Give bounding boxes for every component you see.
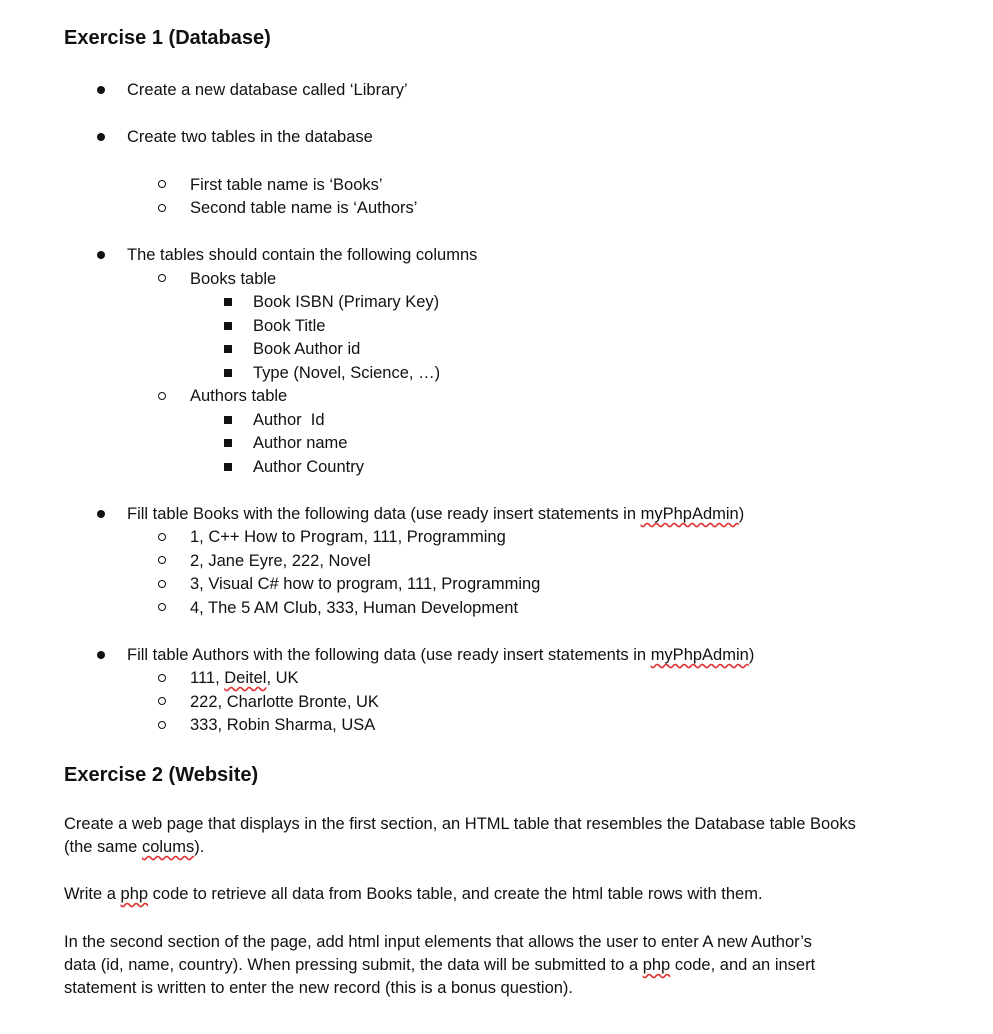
row-name: Deitel [224, 669, 267, 687]
circle-bullet-icon [158, 204, 166, 212]
circle-bullet-icon [158, 674, 166, 682]
table-name-authors: Second table name is ‘Authors’ [190, 199, 418, 217]
bullet-dot-icon [97, 510, 105, 518]
p3-text-mid: code, and an insert [670, 956, 816, 974]
authors-column: Author name [253, 434, 348, 452]
exercise2-paragraph-1 [64, 813, 924, 859]
books-data-row: 1, C++ How to Program, 111, Programming [190, 528, 506, 546]
authors-data-row: 222, Charlotte Bronte, UK [190, 693, 379, 711]
p3-word: php [642, 956, 671, 974]
bullet-columns: The tables should contain the following columns [127, 246, 478, 264]
authors-table-label: Authors table [190, 387, 288, 405]
square-bullet-icon [224, 463, 232, 471]
bullet-dot-icon [97, 251, 105, 259]
bullet-dot-icon [97, 651, 105, 659]
bullet-create-database: Create a new database called ‘Library’ [127, 81, 408, 99]
square-bullet-icon [224, 322, 232, 330]
circle-bullet-icon [158, 556, 166, 564]
square-bullet-icon [224, 369, 232, 377]
p3-text: data (id, name, country). When pressing submit, the data will be submitted to a [64, 956, 643, 974]
fill-authors-text: Fill table Authors with the following data (use ready insert statements in [127, 646, 651, 664]
authors-data-row: 333, Robin Sharma, USA [190, 716, 376, 734]
square-bullet-icon [224, 298, 232, 306]
exercise2-paragraph-3 [64, 931, 924, 1000]
square-bullet-icon [224, 439, 232, 447]
exercise2-paragraph-2 [64, 883, 924, 906]
p1-text: (the same [64, 838, 142, 856]
books-data-row: 4, The 5 AM Club, 333, Human Development [190, 599, 519, 617]
p1-misspelled-word: colums [141, 838, 195, 856]
row-country: , UK [266, 669, 299, 687]
authors-column: Author Country [253, 458, 364, 476]
p2-text: Write a [64, 885, 121, 903]
p1-text-end: ). [194, 838, 205, 856]
p2-word: php [120, 885, 149, 903]
authors-column: Author Id [253, 411, 325, 429]
exercise1-title: Exercise 1 (Database) [64, 27, 271, 49]
books-column: Type (Novel, Science, …) [253, 364, 441, 382]
tool-name: myPhpAdmin [640, 505, 739, 523]
circle-bullet-icon [158, 697, 166, 705]
books-column: Book ISBN (Primary Key) [253, 293, 440, 311]
circle-bullet-icon [158, 180, 166, 188]
exercise2-title: Exercise 2 (Website) [64, 764, 259, 786]
bullet-fill-authors: Fill table Authors with the following data (use ready insert statements in myPhpAdmin) [127, 646, 755, 664]
square-bullet-icon [224, 345, 232, 353]
books-data-row: 3, Visual C# how to program, 111, Programming [190, 575, 541, 593]
row-id: 111, [190, 669, 225, 687]
circle-bullet-icon [158, 721, 166, 729]
circle-bullet-icon [158, 533, 166, 541]
authors-data-row [190, 668, 299, 688]
bullet-create-tables: Create two tables in the database [127, 128, 373, 146]
p3-line-3: statement is written to enter the new record (this is a bonus question). [64, 979, 574, 997]
fill-books-text: Fill table Books with the following data (use ready insert statements in [127, 505, 641, 523]
books-table-label: Books table [190, 270, 277, 288]
books-column: Book Title [253, 317, 326, 335]
circle-bullet-icon [158, 392, 166, 400]
p1-line-1: Create a web page that displays in the first section, an HTML table that resembles the Database table Books [64, 815, 856, 833]
p3-line-1: In the second section of the page, add html input elements that allows the user to enter A new Author’s [64, 933, 812, 951]
books-column: Book Author id [253, 340, 361, 358]
books-data-row: 2, Jane Eyre, 222, Novel [190, 552, 371, 570]
circle-bullet-icon [158, 603, 166, 611]
bullet-dot-icon [97, 86, 105, 94]
bullet-fill-books: Fill table Books with the following data (use ready insert statements in myPhpAdmin) [127, 505, 745, 523]
tool-name: myPhpAdmin [650, 646, 749, 664]
table-name-books: First table name is ‘Books’ [190, 176, 383, 194]
circle-bullet-icon [158, 580, 166, 588]
circle-bullet-icon [158, 274, 166, 282]
square-bullet-icon [224, 416, 232, 424]
p2-text-end: code to retrieve all data from Books table, and create the html table rows with them. [148, 885, 763, 903]
bullet-dot-icon [97, 133, 105, 141]
